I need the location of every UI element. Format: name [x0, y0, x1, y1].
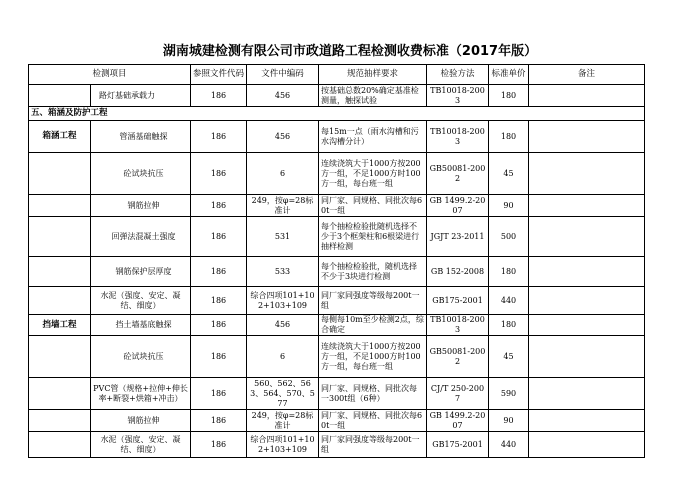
ref-cell: 186	[191, 410, 247, 432]
ref-cell: 186	[191, 195, 247, 217]
item-cell: PVC管（规格+拉伸+伸长率+断裂+烘箱+冲击）	[91, 378, 191, 410]
item-cell: 水泥（强度、安定、凝结、细度）	[91, 287, 191, 315]
code-cell: 综合四项101+102+103+109	[247, 287, 319, 315]
category-cell	[29, 336, 91, 378]
table-row	[29, 287, 645, 315]
ref-cell: 186	[191, 378, 247, 410]
remark-cell	[529, 287, 645, 315]
category-cell	[29, 217, 91, 257]
method-cell: TB10018-2003	[427, 121, 489, 153]
requirement-cell: 连续浇筑大于1000方按200方一组，不足1000方时100方一组，每台班一组	[319, 336, 427, 378]
category-cell	[29, 410, 91, 432]
price-cell: 90	[489, 195, 529, 217]
table-row	[29, 336, 645, 378]
code-cell: 249，按φ=28标准计	[247, 410, 319, 432]
code-cell: 456	[247, 315, 319, 336]
category-cell	[29, 153, 91, 195]
table-row	[29, 153, 645, 195]
table-row	[29, 315, 645, 336]
code-cell: 560、562、563、564、570、577	[247, 378, 319, 410]
header-requirement: 规范抽样要求	[319, 65, 427, 85]
method-cell: GB 1499.2-2007	[427, 195, 489, 217]
category-cell	[29, 257, 91, 287]
table-row	[29, 85, 645, 107]
header-row	[29, 65, 645, 85]
item-cell: 砼试块抗压	[91, 336, 191, 378]
requirement-cell: 按基础总数20%确定基准检测量，触探试验	[319, 85, 427, 107]
code-cell: 综合四项101+102+103+109	[247, 432, 319, 458]
table-row	[29, 195, 645, 217]
item-cell: 钢筋保护层厚度	[91, 257, 191, 287]
requirement-cell: 同厂家、同规格、同批次每60t一组	[319, 195, 427, 217]
item-cell: 钢筋拉伸	[91, 410, 191, 432]
ref-cell: 186	[191, 336, 247, 378]
requirement-cell: 同厂家、同规格、同批次每一300t组（6种）	[319, 378, 427, 410]
item-cell: 钢筋拉伸	[91, 195, 191, 217]
requirement-cell: 连续浇筑大于1000方按200方一组，不足1000方时100方一组，每台班一组	[319, 153, 427, 195]
remark-cell	[529, 410, 645, 432]
price-cell: 440	[489, 287, 529, 315]
table-row	[29, 432, 645, 458]
header-price: 标准单价	[489, 65, 529, 85]
category-cell	[29, 287, 91, 315]
price-cell: 180	[489, 85, 529, 107]
requirement-cell: 每个抽检检验批随机选择不少于3个框架柱和6根梁进行抽样检测	[319, 217, 427, 257]
table-row	[29, 410, 645, 432]
item-cell: 挡土墙基底触探	[91, 315, 191, 336]
remark-cell	[529, 432, 645, 458]
category-cell: 挡墙工程	[29, 315, 91, 336]
price-cell: 45	[489, 336, 529, 378]
ref-cell: 186	[191, 257, 247, 287]
code-cell: 249，按φ=28标准计	[247, 195, 319, 217]
category-cell	[29, 85, 91, 107]
category-cell: 箱涵工程	[29, 121, 91, 153]
ref-cell: 186	[191, 153, 247, 195]
remark-cell	[529, 153, 645, 195]
method-cell: TB10018-2003	[427, 315, 489, 336]
method-cell: GB175-2001	[427, 432, 489, 458]
method-cell: GB 152-2008	[427, 257, 489, 287]
method-cell: GB 1499.2-2007	[427, 410, 489, 432]
ref-cell: 186	[191, 121, 247, 153]
ref-cell: 186	[191, 85, 247, 107]
section-title: 五、箱涵及防护工程	[29, 107, 645, 121]
item-cell: 水泥（强度、安定、凝结、细度）	[91, 432, 191, 458]
code-cell: 6	[247, 153, 319, 195]
remark-cell	[529, 315, 645, 336]
method-cell: GB175-2001	[427, 287, 489, 315]
price-cell: 590	[489, 378, 529, 410]
price-cell: 45	[489, 153, 529, 195]
item-cell: 回弹法混凝土强度	[91, 217, 191, 257]
page-title: 湖南城建检测有限公司市政道路工程检测收费标准（2017年版）	[162, 44, 538, 59]
price-cell: 180	[489, 257, 529, 287]
item-cell: 砼试块抗压	[91, 153, 191, 195]
remark-cell	[529, 85, 645, 107]
item-cell: 路灯基础承载力	[91, 85, 191, 107]
remark-cell	[529, 336, 645, 378]
code-cell: 531	[247, 217, 319, 257]
item-cell: 管涵基础触探	[91, 121, 191, 153]
requirement-cell: 同厂家、同规格、同批次每60t一组	[319, 410, 427, 432]
table-row	[29, 217, 645, 257]
requirement-cell: 同厂家同强度等级每200t一组	[319, 287, 427, 315]
remark-cell	[529, 257, 645, 287]
table-row	[29, 378, 645, 410]
requirement-cell: 同厂家同强度等级每200t一组	[319, 432, 427, 458]
remark-cell	[529, 217, 645, 257]
header-remark: 备注	[529, 65, 645, 85]
requirement-cell: 每侧每10m至少检测2点，综合确定	[319, 315, 427, 336]
code-cell: 456	[247, 85, 319, 107]
price-cell: 90	[489, 410, 529, 432]
header-project: 检测项目	[29, 65, 191, 85]
ref-cell: 186	[191, 217, 247, 257]
remark-cell	[529, 195, 645, 217]
code-cell: 6	[247, 336, 319, 378]
price-cell: 180	[489, 315, 529, 336]
ref-cell: 186	[191, 315, 247, 336]
requirement-cell: 每个抽检检验批，随机选择不少于3块进行检测	[319, 257, 427, 287]
table-row	[29, 257, 645, 287]
price-cell: 180	[489, 121, 529, 153]
method-cell: CJ/T 250-2007	[427, 378, 489, 410]
remark-cell	[529, 378, 645, 410]
method-cell: JGJT 23-2011	[427, 217, 489, 257]
ref-cell: 186	[191, 432, 247, 458]
section-row	[29, 107, 645, 121]
header-ref-code: 参照文件代码	[191, 65, 247, 85]
method-cell: TB10018-2003	[427, 85, 489, 107]
category-cell	[29, 378, 91, 410]
method-cell: GB50081-2002	[427, 336, 489, 378]
table-row	[29, 121, 645, 153]
category-cell	[29, 195, 91, 217]
header-method: 检验方法	[427, 65, 489, 85]
category-cell	[29, 432, 91, 458]
price-cell: 500	[489, 217, 529, 257]
code-cell: 456	[247, 121, 319, 153]
fee-table	[28, 64, 645, 458]
code-cell: 533	[247, 257, 319, 287]
method-cell: GB50081-2002	[427, 153, 489, 195]
remark-cell	[529, 121, 645, 153]
header-file-code: 文件中编码	[247, 65, 319, 85]
ref-cell: 186	[191, 287, 247, 315]
requirement-cell: 每15m一点（雨水沟槽和污水沟槽分计）	[319, 121, 427, 153]
price-cell: 440	[489, 432, 529, 458]
